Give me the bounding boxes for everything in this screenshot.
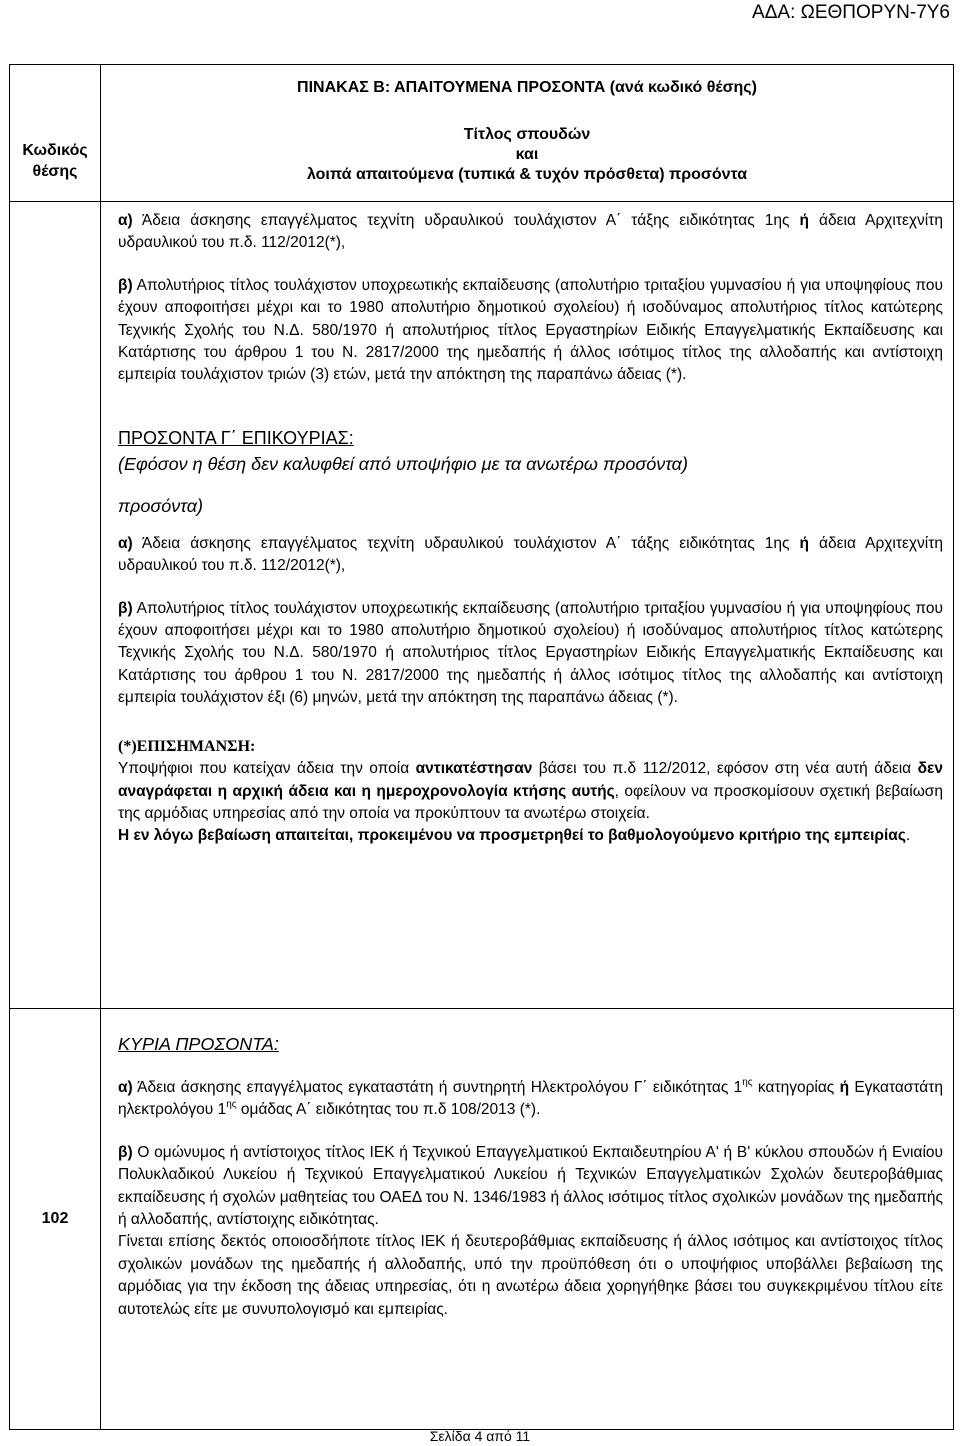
main-req-a-sup-1: ης — [742, 1077, 753, 1088]
column-title-line-2: και — [515, 146, 539, 163]
code-header-cell — [10, 65, 101, 202]
aux-req-a-text-2: άδεια Αρχιτεχνίτη υδραυλικού του π.δ. 112/2012(*), — [118, 534, 943, 575]
title-header-cell — [101, 65, 954, 202]
requirements-cell — [101, 202, 954, 1009]
note-emphasis — [118, 825, 943, 847]
main-req-b — [118, 1142, 943, 1232]
aux-req-a-or: ή — [799, 534, 809, 552]
aux-subtitle-2: προσόντα) — [118, 495, 203, 516]
aux-req-a-text-1: Άδεια άσκησης επαγγέλματος τεχνίτη υδραυλικού τουλάχιστον Α΄ τάξης ειδικότητας 1ης — [132, 534, 800, 552]
aux-req-a — [118, 533, 943, 578]
note-bold-1: αντικατέστησαν — [415, 760, 533, 778]
table-title: ΠΙΝΑΚΑΣ Β: ΑΠΑΙΤΟΥΜΕΝΑ ΠΡΟΣΟΝΤΑ (ανά κωδικό θέσης) — [297, 79, 757, 96]
main-title: ΚΥΡΙΑ ΠΡΟΣΟΝΤΑ: — [118, 1034, 279, 1054]
note-text-2: βάσει του π.δ 112/2012, εφόσον στη νέα αυτή άδεια — [532, 760, 918, 778]
code-header: Κωδικός θέσης — [22, 142, 88, 180]
main-req-a — [118, 1077, 943, 1122]
requirements-cell — [101, 1009, 954, 1430]
table-row — [10, 1009, 954, 1430]
aux-req-b-text: Απολυτήριος τίτλος τουλάχιστον υποχρεωτικής εκπαίδευσης (απολυτήριο τριταξίου γυμνασίου ή για υποψηφίους που έχουν αποφοιτήσει μέχρι και το 1980 απολυτήριο δημοτικού σχολείου) ή ισοδύναμος απολυτήριος τίτλος κατώτερης Τεχνικής Σχολής του Ν.Δ. 580/1970 ή απολυτήριος τίτλος Εργαστηρίων Ειδικής Επαγγελματικής Εκπαίδευσης και Κατάρτισης του άρθρου 1 του Ν. 2817/2000 της ημεδαπής ή άλλος ισότιμος τίτλος της αλλοδαπής και αντίστοιχη εμπειρία τουλάχιστον έξι (6) μηνών, μετά την απόκτηση της παραπάνω άδειας (*). — [118, 599, 943, 707]
position-code: 102 — [41, 1210, 69, 1227]
main-req-a-or: ή — [839, 1079, 850, 1096]
req-a — [118, 210, 943, 255]
req-a-or: ή — [799, 212, 809, 229]
aux-req-b — [118, 598, 943, 710]
table-header-row — [10, 65, 954, 202]
column-title-line-1: Τίτλος σπουδών — [463, 126, 591, 143]
req-b — [118, 275, 943, 387]
qualifications-table — [9, 64, 954, 1430]
ada-stamp: ΑΔΑ: ΩΕΘΠΟΡΥΝ-7Υ6 — [752, 2, 950, 23]
main-req-a-label: α) — [118, 1079, 133, 1096]
note-bold-4: Η εν λόγω βεβαίωση απαιτείται, προκειμένου να προσμετρηθεί το βαθμολογούμενο κριτήριο της εμπειρίας — [118, 827, 906, 845]
note-text-4: , οφείλουν να προσκομίσουν σχετική βεβαίωση της αρμόδιας υπηρεσίας από την οποία να προκύπτουν τα ανωτέρω στοιχεία. — [118, 782, 943, 822]
req-b-label: β) — [118, 276, 133, 294]
note-body — [118, 758, 943, 825]
column-title-line-3: λοιπά απαιτούμενα (τυπικά & τυχόν πρόσθετα) προσόντα — [306, 166, 748, 183]
note-title: (*)ΕΠΙΣΗΜΑΝΣΗ: — [118, 737, 256, 755]
main-req-a-text-1: Άδεια άσκησης επαγγέλματος εγκαταστάτη ή συντηρητή Ηλεκτρολόγου Γ΄ ειδικότητας 1 — [132, 1079, 743, 1096]
main-req-a-text-3: Εγκαταστάτη ηλεκτρολόγου 1 — [118, 1079, 943, 1119]
main-req-a-text-4: ομάδας Α΄ ειδικότητας του π.δ 108/2013 (*). — [236, 1101, 541, 1119]
req-b-text: Απολυτήριος τίτλος τουλάχιστον υποχρεωτικής εκπαίδευσης (απολυτήριο τριταξίου γυμνασίου ή για υποψηφίους που έχουν αποφοιτήσει μέχρι και το 1980 απολυτήριο δημοτικού σχολείου) ή ισοδύναμος απολυτήριος τίτλος κατώτερης Τεχνικής Σχολής του Ν.Δ. 580/1970 ή απολυτήριος τίτλος Εργαστηρίων Ειδικής Επαγγελματικής Εκπαίδευσης και Κατάρτισης του άρθρου 1 του Ν. 2817/2000 της ημεδαπής ή άλλος ισότιμος τίτλος της αλλοδαπής και αντίστοιχη εμπειρία τουλάχιστον τριών (3) ετών, μετά την απόκτηση της παραπάνω άδειας (*). — [118, 276, 943, 384]
main-req-b-text: Ο ομώνυμος ή αντίστοιχος τίτλος ΙΕΚ ή Τεχνικού Επαγγελματικού Εκπαιδευτηρίου Α' ή Β' κύκλου σπουδών ή Ενιαίου Πολυκλαδικού Λυκείου ή Τεχνικού Επαγγελματικού Λυκείου ή Τεχνικών Επαγγελματικών Σχολών δευτεροβάθμιας εκπαίδευσης ή σχολών μαθητείας του ΟΑΕΔ του Ν. 1346/1983 ή άλλος ισότιμος τίτλος σχολικών μονάδων της ημεδαπής ή αλλοδαπής, αντίστοιχης ειδικότητας. — [118, 1143, 943, 1229]
req-a-label: α) — [118, 212, 133, 229]
table-row — [10, 202, 954, 1009]
note-bold-3: και η ημεροχρονολογία κτήσης αυτής — [334, 782, 615, 800]
main-req-b-label: β) — [118, 1143, 133, 1161]
aux-req-a-label: α) — [118, 534, 133, 552]
main-req-b-2: Γίνεται επίσης δεκτός οποιοσδήποτε τίτλος ΙΕΚ ή δευτεροβάθμιας εκπαίδευσης ή άλλος ισότιμος και αντίστοιχος τίτλος σχολικών μονάδων της ημεδαπής ή αλλοδαπής, υπό την προϋπόθεση ότι ο υποψήφιος υποβάλλει βεβαίωση της αρμόδιας για την έκδοση της άδειας υπηρεσίας, ότι η ανωτέρω άδεια χορηγήθηκε βάσει του συγκεκριμένου τίτλου είτε αυτοτελώς είτε με συνυπολογισμό και εμπειρίας. — [118, 1233, 943, 1318]
req-a-text-1: Άδεια άσκησης επαγγέλματος τεχνίτη υδραυλικού τουλάχιστον Α΄ τάξης ειδικότητας 1ης — [132, 212, 800, 229]
page-footer: Σελίδα 4 από 11 — [429, 1428, 531, 1444]
aux-title: ΠΡΟΣΟΝΤΑ Γ΄ ΕΠΙΚΟΥΡΙΑΣ: — [118, 427, 354, 448]
aux-req-b-label: β) — [118, 599, 133, 617]
main-req-a-sup-2: ης — [226, 1099, 237, 1111]
aux-subtitle: (Εφόσον η θέση δεν καλυφθεί από υποψήφιο με τα ανωτέρω προσόντα) — [118, 453, 688, 474]
code-cell — [10, 1009, 101, 1430]
note-bold-2: δεν αναγράφεται η αρχική άδεια — [118, 760, 943, 800]
column-title — [101, 99, 953, 185]
req-a-text-2: άδεια Αρχιτεχνίτη υδραυλικού του π.δ. 112/2012(*), — [118, 212, 943, 252]
note-end: . — [905, 827, 911, 845]
note-text-1: Υποψήφιοι που κατείχαν άδεια την οποία — [118, 760, 416, 778]
code-cell-empty — [10, 202, 101, 1009]
main-req-a-text-2: κατηγορίας — [752, 1079, 840, 1096]
